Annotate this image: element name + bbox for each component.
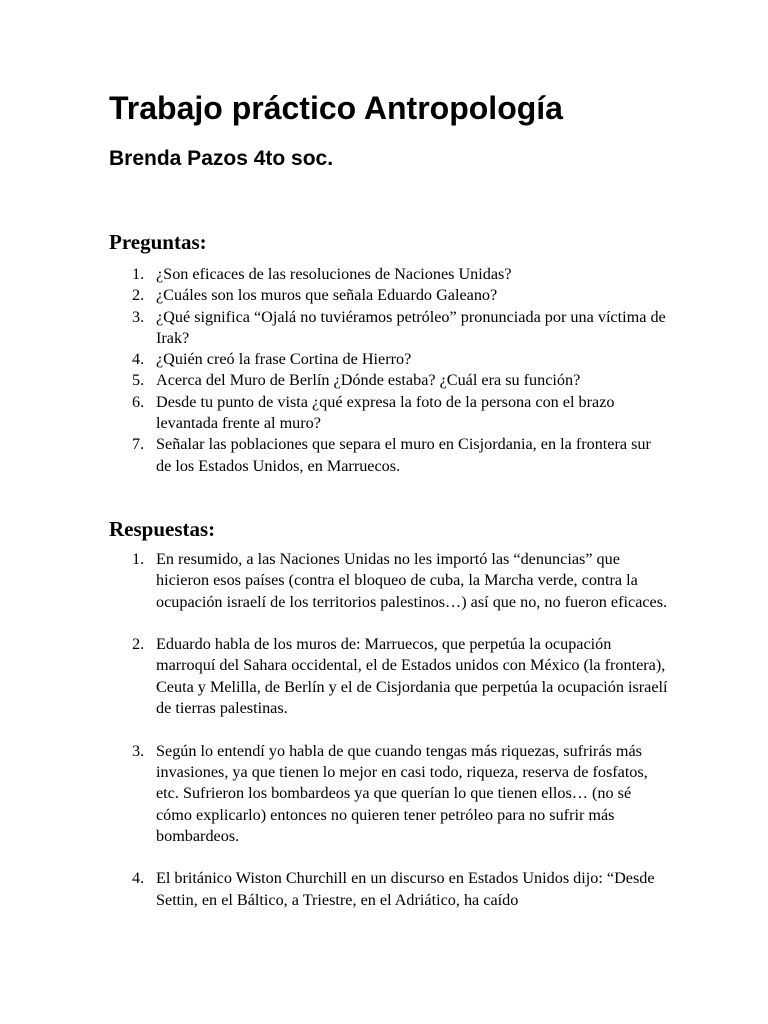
preguntas-heading: Preguntas: [109, 230, 207, 254]
list-item [110, 307, 670, 350]
list-number: 4. [132, 869, 145, 888]
list-item [110, 392, 670, 435]
respuestas-heading: Respuestas: [109, 517, 216, 541]
list-item [110, 549, 670, 613]
list-item-text: Según lo entendí yo habla de que cuando tengas más riquezas, sufrirás más invasiones, ya que tienen lo mejor en casi todo, riqueza, reserva de fosfatos, etc. Sufrieron los bombardeos ya que querían lo que tienen ellos… (no sé cómo explicarlo) entonces no quieren tener petróleo para no sufrir más bombardeos. [156, 741, 648, 845]
list-item-text: Acerca del Muro de Berlín ¿Dónde estaba? ¿Cuál era su función? [156, 371, 581, 390]
list-item-text: Desde tu punto de vista ¿qué expresa la foto de la persona con el brazo levantada frente al muro? [156, 392, 615, 433]
list-number: 6. [132, 392, 145, 411]
author-line: Brenda Pazos 4to soc. [109, 147, 334, 170]
list-number: 4. [132, 350, 145, 369]
respuestas-list [110, 549, 670, 932]
list-item [110, 370, 670, 391]
list-item-text: ¿Qué significa “Ojalá no tuviéramos petróleo” pronunciada por una víctima de Irak? [156, 307, 666, 347]
list-item [110, 634, 670, 719]
list-item-text: Eduardo habla de los muros de: Marruecos, que perpetúa la ocupación marroquí del Sahara occidental, el de Estados unidos con México (la frontera), Ceuta y Melilla, de Berlín y el de Cisjordania que perpetúa la ocupación israelí de tierras palestinas. [156, 635, 668, 718]
list-item [110, 349, 670, 370]
list-item-text: ¿Cuáles son los muros que señala Eduardo Galeano? [156, 286, 498, 305]
list-number: 2. [132, 286, 145, 305]
list-item-text: En resumido, a las Naciones Unidas no les importó las “denuncias” que hicieron esos países (contra el bloqueo de cuba, la Marcha verde, contra la ocupación israelí de los territorios palestinos…) así que no, no fueron eficaces. [156, 550, 668, 611]
list-number: 7. [132, 435, 145, 454]
list-number: 5. [132, 371, 145, 390]
list-item-text: ¿Quién creó la frase Cortina de Hierro? [156, 350, 412, 369]
list-item-text: ¿Son eficaces de las resoluciones de Naciones Unidas? [156, 265, 512, 283]
document-title: Trabajo práctico Antropología [109, 90, 563, 126]
list-item [110, 741, 670, 847]
list-item-text: El británico Wiston Churchill en un discurso en Estados Unidos dijo: “Desde Settin, en el Báltico, a Triestre, en el Adriático, ha caído [156, 869, 655, 909]
list-item [110, 868, 670, 911]
list-number: 2. [132, 635, 145, 654]
list-item-text: Señalar las poblaciones que separa el muro en Cisjordania, en la frontera sur de los Estados Unidos, en Marruecos. [156, 435, 651, 475]
list-item [110, 285, 670, 306]
list-item [110, 434, 670, 477]
preguntas-list [110, 264, 670, 477]
list-number: 3. [132, 307, 145, 326]
list-number: 3. [132, 741, 145, 760]
list-number: 1. [132, 550, 145, 568]
list-number: 1. [132, 265, 145, 283]
list-item [110, 264, 670, 285]
